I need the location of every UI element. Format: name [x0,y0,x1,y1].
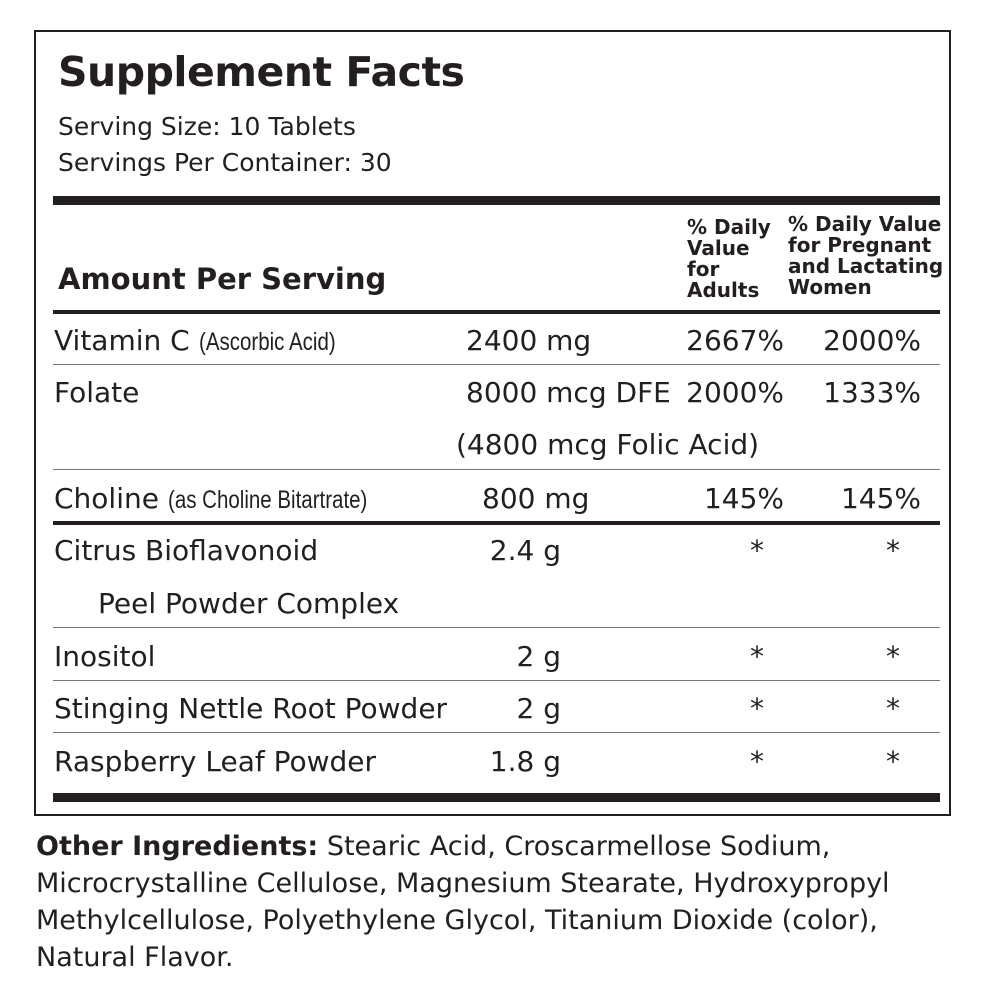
row-divider [53,469,940,470]
header-amount-per-serving: Amount Per Serving [58,262,387,296]
row-nettle-dv-pregnant: * [886,692,900,725]
nutrient-name: Choline [54,482,159,515]
nutrient-name: Vitamin C [54,324,190,357]
row-choline-name [54,482,411,515]
row-choline-dv-adults: 145% [703,482,784,515]
row-vitamin-c-dv-pregnant: 2000% [823,324,921,357]
row-citrus-dv-adults: * [750,534,764,567]
row-folate-dv-pregnant: 1333% [823,376,921,409]
row-divider [53,680,940,681]
thick-rule-top [53,196,940,205]
supplement-facts-panel [34,30,951,816]
row-divider [53,732,940,733]
row-raspberry-name: Raspberry Leaf Powder [54,745,377,778]
row-folate-amount: 8000 mcg DFE [466,376,671,409]
other-ingredients-text: Stearic Acid, Croscarmellose Sodium, Microcrystalline Cellulose, Magnesium Stearate, Hydroxypropyl Methylcellulose, Polyethylene Glycol, Titanium Dioxide (color), Natural Flavor. [36,831,890,973]
servings-per-container: Servings Per Container: 30 [58,148,392,177]
row-inositol-name: Inositol [54,640,156,673]
other-ingredients [36,828,956,976]
row-inositol-amount: 2 g [516,640,561,673]
row-vitamin-c-amount: 2400 mg [466,324,592,357]
row-nettle-name: Stinging Nettle Root Powder [54,692,448,725]
header-dv-pregnant: % Daily Value for Pregnant and Lactating Women [788,212,944,299]
nutrient-source: (as Choline Bitartrate) [167,486,368,514]
nutrient-source: (Ascorbic Acid) [198,328,336,356]
row-vitamin-c-dv-adults: 2667% [686,324,784,357]
row-divider [53,364,940,365]
row-folate-dv-adults: 2000% [686,376,784,409]
row-choline-amount: 800 mg [482,482,590,515]
row-citrus-amount: 2.4 g [489,534,561,567]
row-nettle-dv-adults: * [750,692,764,725]
header-dv-adults: % Daily Value for Adults [687,215,771,302]
row-inositol-dv-pregnant: * [886,640,900,673]
row-folate-name: Folate [54,376,140,409]
row-raspberry-dv-pregnant: * [886,745,900,778]
header-rule [53,310,940,314]
row-citrus-dv-pregnant: * [886,534,900,567]
row-choline-dv-pregnant: 145% [840,482,921,515]
row-inositol-dv-adults: * [750,640,764,673]
section-rule [53,521,940,525]
serving-size: Serving Size: 10 Tablets [58,112,356,141]
row-vitamin-c-name [54,324,365,357]
row-citrus-name: Citrus Bioflavonoid [54,534,319,567]
row-raspberry-dv-adults: * [750,745,764,778]
row-divider [53,627,940,628]
row-citrus-name-cont: Peel Powder Complex [98,587,400,620]
panel-title: Supplement Facts [58,48,465,96]
thick-rule-bottom [53,793,940,802]
row-folate-amount-note: (4800 mcg Folic Acid) [456,428,760,461]
other-ingredients-label: Other Ingredients: [36,831,319,862]
row-nettle-amount: 2 g [516,692,561,725]
row-raspberry-amount: 1.8 g [489,745,561,778]
